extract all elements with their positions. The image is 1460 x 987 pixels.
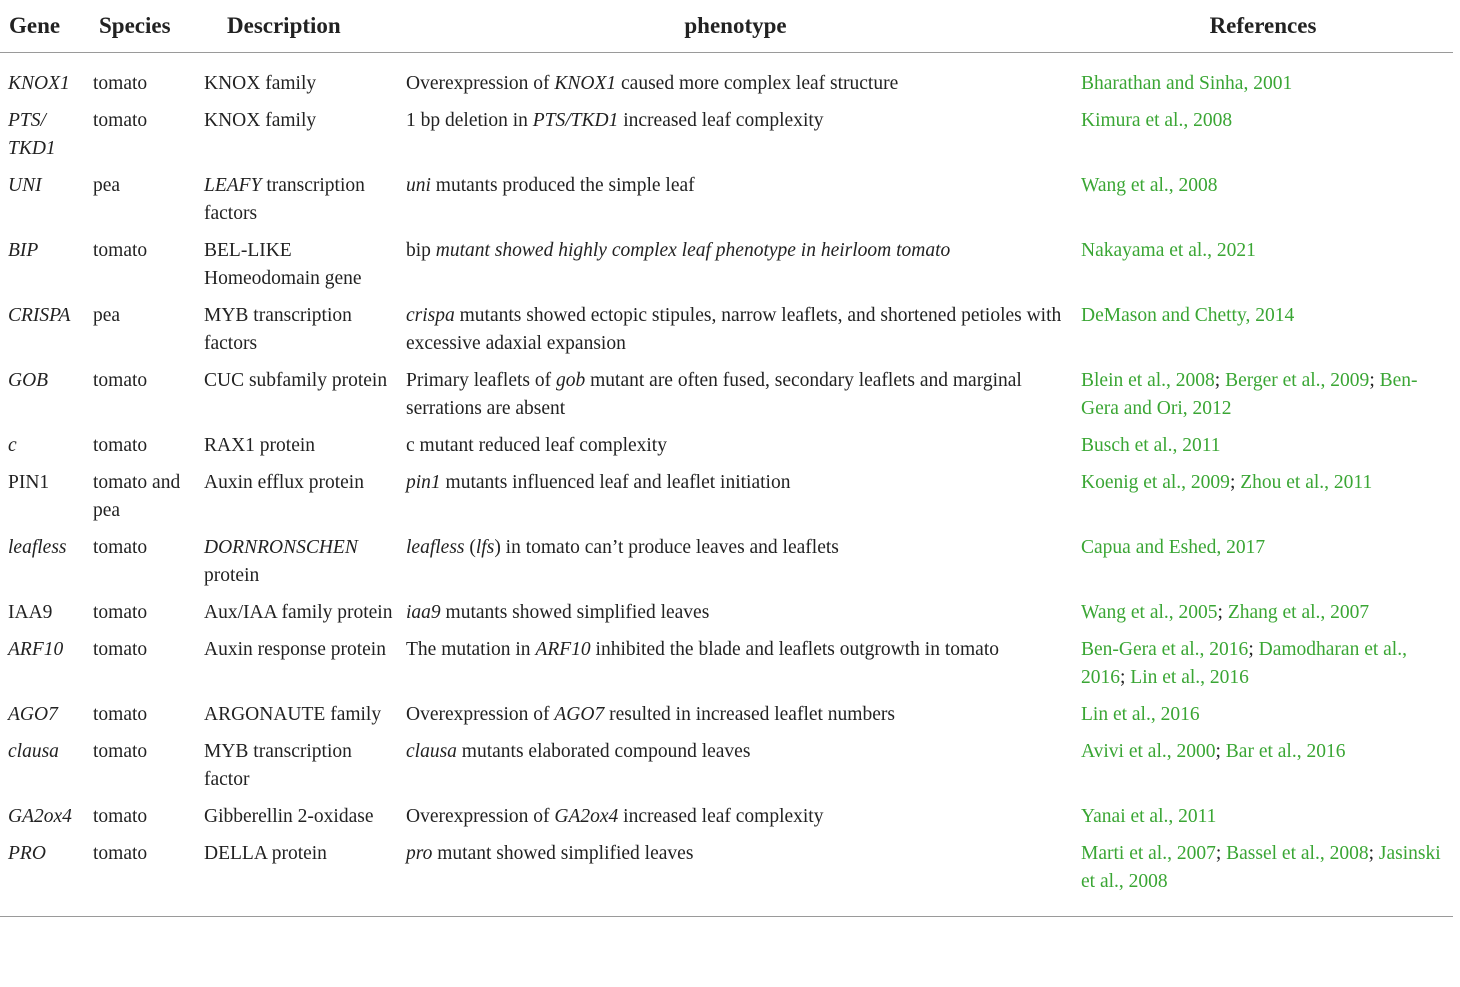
gene-name: UNI [8,174,42,196]
cell-references [1073,302,1453,367]
text-run: clausa [406,740,457,762]
cell-species: tomato [93,601,148,623]
reference-link[interactable]: Ben-Gera et al., 2016 [1081,638,1249,660]
cell-description [196,237,398,302]
text-run: ) in tomato can’t produce leaves and leaflets [494,536,839,558]
gene-name: GA2ox4 [8,805,72,827]
table-row [0,599,1453,636]
cell-phenotype [398,367,1073,432]
reference-separator: ; [1214,369,1226,391]
cell-phenotype [398,302,1073,367]
text-run: Overexpression of [406,805,555,827]
cell-gene [0,840,85,917]
text-run: DELLA protein [204,842,327,864]
reference-link[interactable]: Blein et al., 2008 [1081,369,1215,391]
cell-references [1073,738,1453,803]
text-run: 1 bp deletion in [406,109,533,131]
reference-link[interactable]: Bassel et al., 2008 [1226,842,1369,864]
text-run: Primary leaflets of [406,369,556,391]
cell-species: tomato and pea [93,471,181,521]
gene-name: AGO7 [8,703,58,725]
cell-species: tomato [93,740,148,762]
cell-references [1073,599,1453,636]
text-run: DORNRONSCHEN [204,536,358,558]
text-run: AGO7 [554,703,605,725]
text-run: ( [464,536,476,558]
cell-phenotype [398,599,1073,636]
reference-link[interactable]: Wang et al., 2005 [1081,601,1218,623]
reference-link[interactable]: Damodharan et al., 2016 [1081,638,1407,688]
text-run: Overexpression of [406,703,555,725]
cell-species: tomato [93,434,148,456]
text-run: pin1 [406,471,441,493]
cell-gene [0,237,85,302]
text-run: mutant are often fused, secondary leaflets and marginal serrations are absent [406,369,1022,419]
cell-phenotype [398,107,1073,172]
reference-link[interactable]: Berger et al., 2009 [1225,369,1370,391]
table-row [0,469,1453,534]
text-run: Auxin efflux protein [204,471,364,493]
text-run: KNOX family [204,72,317,94]
gene-name: KNOX1 [8,72,70,94]
cell-description [196,636,398,701]
cell-gene [0,599,85,636]
header-references: References [1073,0,1453,52]
reference-link[interactable]: Koenig et al., 2009 [1081,471,1230,493]
cell-references [1073,107,1453,172]
gene-name: PIN1 [8,471,50,493]
cell-gene [0,302,85,367]
cell-references [1073,432,1453,469]
header-row [0,0,1453,52]
text-run: lfs [475,536,495,558]
reference-link[interactable]: Yanai et al., 2011 [1081,805,1217,827]
cell-description [196,701,398,738]
reference-separator: ; [1215,740,1226,762]
cell-references [1073,636,1453,701]
text-run: Overexpression of [406,72,555,94]
table-row [0,107,1453,172]
header-gene: Gene [0,0,85,52]
cell-phenotype [398,840,1073,917]
text-run: caused more complex leaf structure [616,72,899,94]
reference-link[interactable]: Bharathan and Sinha, 2001 [1081,72,1293,94]
gene-name: IAA9 [8,601,53,623]
cell-references [1073,52,1453,107]
text-run: crispa [406,304,455,326]
text-run: gob [556,369,586,391]
cell-species: tomato [93,109,148,131]
table-row [0,432,1453,469]
text-run: iaa9 [406,601,441,623]
cell-description [196,469,398,534]
cell-description [196,738,398,803]
text-run: protein [204,564,260,586]
cell-phenotype [398,738,1073,803]
text-run: increased leaf complexity [618,109,824,131]
reference-link[interactable]: Zhang et al., 2007 [1227,601,1370,623]
table-row [0,636,1453,701]
cell-gene [0,52,85,107]
cell-species: pea [93,304,121,326]
cell-references [1073,237,1453,302]
text-run: increased leaf complexity [618,805,824,827]
cell-species: tomato [85,840,196,917]
gene-name: CRISPA [8,304,71,326]
reference-link[interactable]: Ben-Gera and Ori, 2012 [1081,369,1418,419]
text-run: CUC subfamily protein [204,369,388,391]
reference-link[interactable]: Bar et al., 2016 [1225,740,1346,762]
cell-gene [0,534,85,599]
cell-phenotype [398,432,1073,469]
gene-name: PTS/ TKD1 [8,109,56,159]
text-run: leafless [406,536,465,558]
reference-link[interactable]: Wang et al., 2008 [1081,174,1218,196]
text-run: GA2ox4 [554,805,619,827]
cell-species: tomato [93,72,148,94]
gene-name: ARF10 [8,638,64,660]
reference-link[interactable]: Lin et al., 2016 [1081,703,1200,725]
cell-phenotype [398,52,1073,107]
cell-gene [0,172,85,237]
table-row [0,803,1453,840]
cell-description [196,52,398,107]
cell-description [196,172,398,237]
text-run: resulted in increased leaflet numbers [604,703,895,725]
text-run: Auxin response protein [204,638,386,660]
reference-link[interactable]: Kimura et al., 2008 [1081,109,1233,131]
cell-references [1073,469,1453,534]
table-row [0,840,1453,917]
cell-phenotype [398,803,1073,840]
gene-name: c [8,434,17,456]
reference-separator: ; [1120,666,1131,688]
text-run: Gibberellin 2-oxidase [204,805,374,827]
text-run: transcription factors [204,174,365,224]
text-run: mutants produced the simple leaf [430,174,695,196]
cell-description [196,367,398,432]
reference-link[interactable]: Busch et al., 2011 [1081,434,1221,456]
table-body [0,52,1453,916]
reference-separator: ; [1217,601,1228,623]
table-row [0,701,1453,738]
cell-description [196,432,398,469]
reference-separator: ; [1215,842,1227,864]
reference-link[interactable]: Zhou et al., 2011 [1240,471,1373,493]
gene-name: leafless [8,536,67,558]
cell-gene [0,701,85,738]
reference-link[interactable]: Capua and Eshed, 2017 [1081,536,1266,558]
cell-description [196,302,398,367]
reference-separator: ; [1248,638,1259,660]
table-row [0,172,1453,237]
text-run: The mutation in [406,638,536,660]
cell-phenotype [398,534,1073,599]
text-run: pro [406,842,433,864]
reference-link[interactable]: Lin et al., 2016 [1130,666,1249,688]
text-run: mutants influenced leaf and leaflet initiation [440,471,791,493]
gene-name: PRO [8,842,46,864]
reference-separator: ; [1229,471,1241,493]
table-row [0,738,1453,803]
header-phenotype: phenotype [398,0,1073,52]
text-run: uni [406,174,431,196]
text-run: mutants showed simplified leaves [440,601,710,623]
table-row [0,367,1453,432]
text-run: mutants showed ectopic stipules, narrow leaflets, and shortened petioles with excessive adaxial expansion [406,304,1062,354]
cell-description [196,534,398,599]
cell-phenotype [398,701,1073,738]
reference-link[interactable]: Nakayama et al., 2021 [1081,239,1256,261]
cell-gene [0,803,85,840]
table-row [0,237,1453,302]
text-run: ARF10 [535,638,591,660]
header-species: Species [85,0,196,52]
cell-description [196,107,398,172]
cell-species: tomato [93,369,148,391]
cell-gene [0,636,85,701]
text-run: KNOX family [204,109,317,131]
table-row [0,534,1453,599]
cell-phenotype [398,237,1073,302]
cell-species: tomato [93,239,148,261]
cell-references [1073,701,1453,738]
text-run: MYB transcription factor [204,740,352,790]
text-run: c mutant reduced leaf complexity [406,434,667,456]
text-run: bip [406,239,436,261]
cell-gene [0,738,85,803]
cell-gene [0,367,85,432]
text-run: mutant showed simplified leaves [432,842,694,864]
text-run: RAX1 protein [204,434,316,456]
cell-gene [0,107,85,172]
text-run: mutant showed highly complex leaf phenotype in heirloom tomato [435,239,951,261]
cell-phenotype [398,172,1073,237]
cell-references [1073,840,1453,917]
reference-separator: ; [1368,842,1379,864]
text-run: inhibited the blade and leaflets outgrowth in tomato [590,638,999,660]
cell-references [1073,803,1453,840]
gene-name: GOB [8,369,49,391]
cell-species: tomato [93,805,148,827]
reference-link[interactable]: Avivi et al., 2000 [1081,740,1216,762]
cell-species: tomato [93,638,148,660]
cell-gene [0,469,85,534]
reference-link[interactable]: DeMason and Chetty, 2014 [1081,304,1295,326]
text-run: LEAFY [204,174,262,196]
cell-phenotype [398,469,1073,534]
header-description: Description [196,0,398,52]
table-row [0,302,1453,367]
cell-phenotype [398,636,1073,701]
text-run: mutants elaborated compound leaves [456,740,751,762]
table-header [0,0,1453,52]
cell-description [196,803,398,840]
gene-name: BIP [8,239,39,261]
text-run: PTS/TKD1 [532,109,619,131]
cell-references [1073,172,1453,237]
gene-name: clausa [8,740,59,762]
text-run: ARGONAUTE family [204,703,382,725]
cell-description [196,840,398,917]
cell-species: pea [93,174,121,196]
text-run: KNOX1 [554,72,617,94]
cell-species: tomato [93,536,148,558]
cell-gene [0,432,85,469]
reference-separator: ; [1369,369,1380,391]
cell-references [1073,367,1453,432]
text-run: Aux/IAA family protein [204,601,393,623]
table-row [0,52,1453,107]
cell-species: tomato [93,703,148,725]
text-run: MYB transcription factors [204,304,352,354]
text-run: BEL-LIKE Homeodomain gene [204,239,362,289]
cell-description [196,599,398,636]
reference-link[interactable]: Jasinski et al., 2008 [1081,842,1441,892]
cell-references [1073,534,1453,599]
reference-link[interactable]: Marti et al., 2007 [1081,842,1216,864]
